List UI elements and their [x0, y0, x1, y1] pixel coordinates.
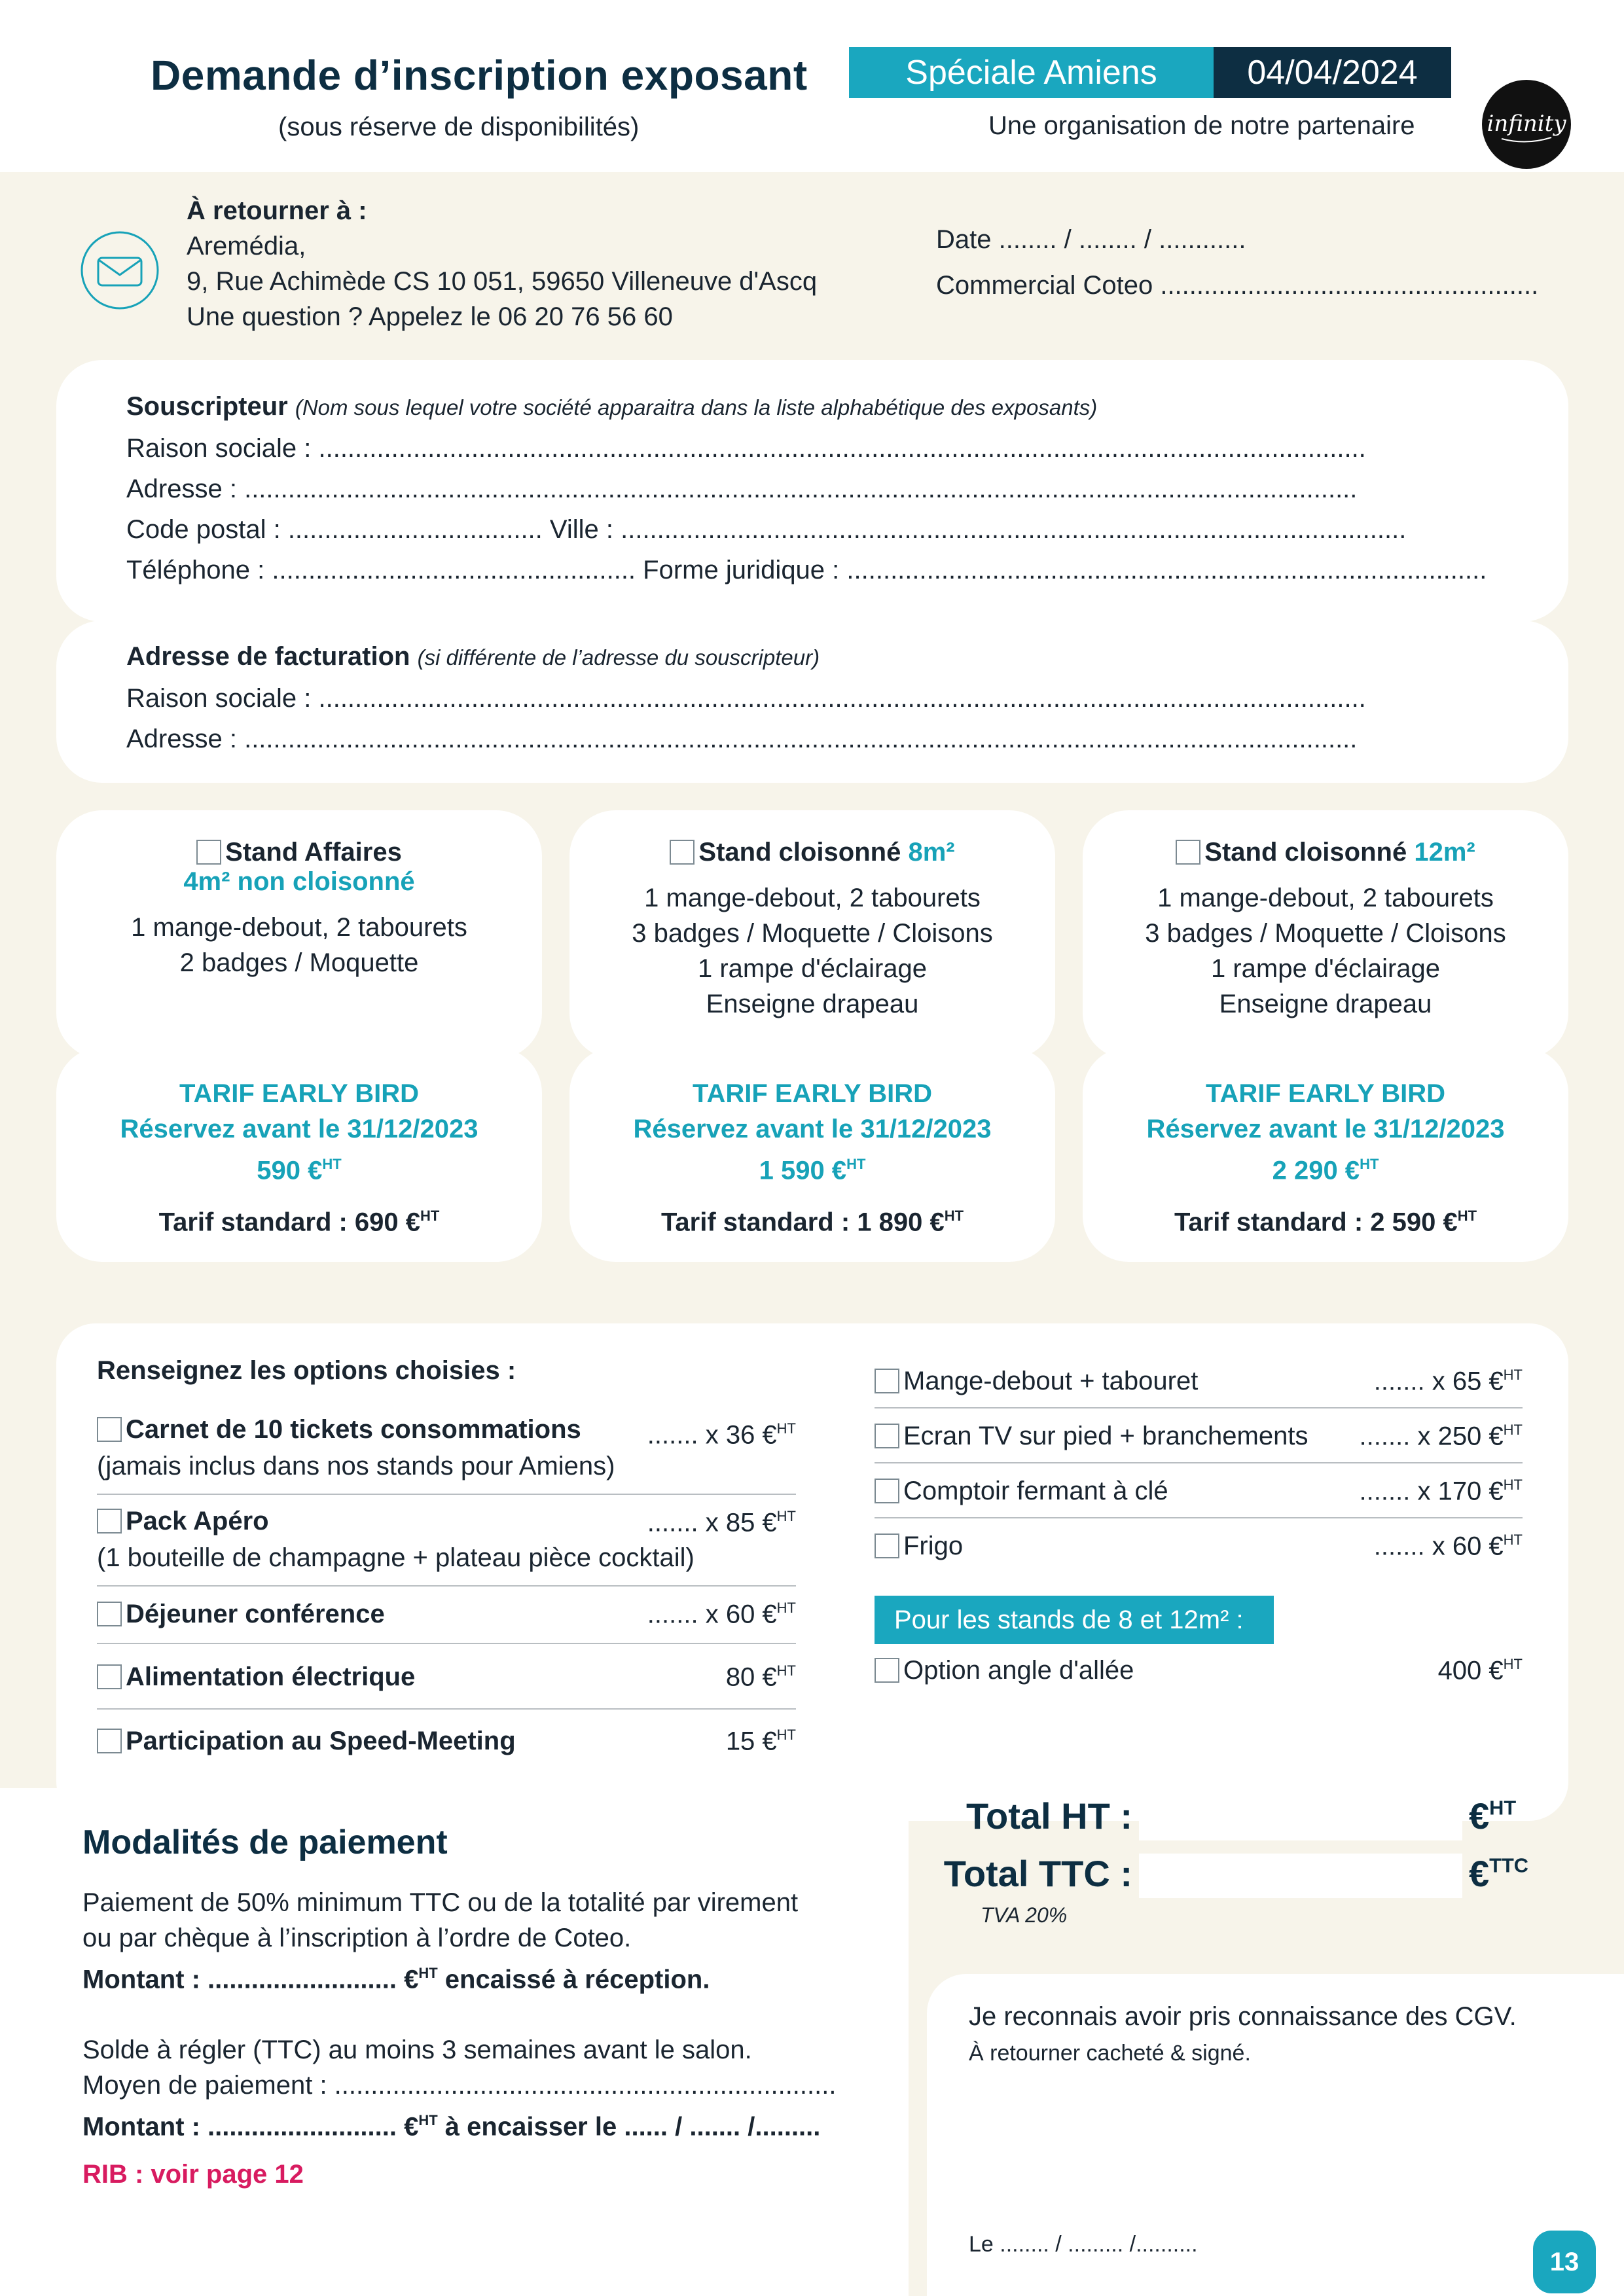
option-ecran-tv-checkbox[interactable] — [875, 1424, 899, 1448]
total-ttc-unit: €$^{TTC}$ — [1469, 1853, 1529, 1894]
option-frigo-price[interactable]: ....... x 60 €$^{HT}$ — [1373, 1532, 1523, 1561]
partner-logo — [1482, 80, 1571, 169]
date-field[interactable]: Date ........ / ........ / ............ — [936, 225, 1246, 254]
option-tickets-price[interactable]: ....... x 36 €$^{HT}$ — [647, 1420, 796, 1450]
option-tickets-checkbox[interactable] — [97, 1417, 122, 1442]
option-dejeuner: Déjeuner conférence — [97, 1600, 385, 1629]
total-ttc-label: Total TTC : — [943, 1853, 1132, 1894]
option-tickets-note: (jamais inclus dans nos stands pour Amiens) — [97, 1452, 615, 1480]
page-title: Demande d’inscription exposant — [151, 52, 808, 99]
divider — [97, 1643, 796, 1644]
tva-note: TVA 20% — [981, 1903, 1068, 1927]
page-number: 13 — [1533, 2231, 1596, 2293]
stand-description: 1 mange-debout, 2 tabourets 3 badges / Moquette / Cloisons 1 rampe d'éclairage Enseigne drapeau — [1145, 884, 1506, 1018]
stand-8m2-checkbox[interactable] — [670, 840, 695, 865]
early-bird-block: TARIF EARLY BIRD Réservez avant le 31/12/2023 590 €$^{HT}$ — [120, 1079, 478, 1185]
option-speed-meeting-checkbox[interactable] — [97, 1729, 122, 1753]
stand-description: 1 mange-debout, 2 tabourets 2 badges / Moquette — [131, 913, 467, 977]
option-angle: Option angle d'allée — [875, 1656, 1134, 1685]
event-name: Spéciale Amiens — [849, 47, 1214, 98]
stand-12m2-checkbox[interactable] — [1176, 840, 1200, 865]
option-angle-price: 400 €$^{HT}$ — [1437, 1656, 1523, 1685]
return-company: Aremédia, — [187, 232, 306, 260]
option-ecran-tv: Ecran TV sur pied + branchements — [875, 1422, 1308, 1451]
stand-8m2-price-card — [569, 1047, 1055, 1262]
stand-affaires-checkbox[interactable] — [196, 840, 221, 865]
subscriber-raison-sociale-field[interactable]: Raison sociale : ................................................................................................................................................ — [126, 434, 1366, 463]
payment-title: Modalités de paiement — [82, 1823, 448, 1861]
option-electricite: Alimentation électrique — [97, 1662, 415, 1692]
payment-body: Paiement de 50% minimum TTC ou de la totalité par virement ou par chèque à l’inscription à l’ordre de Coteo. Montant : .......................... €$^{HT}$ encaissé à réception. Solde à régler (TTC) au moins 3 semaines avant le salon. Moyen de paiement : ..................................................................... Montant : .......................... €$^{HT}$ à encaisser le ...... / ....... /......... — [82, 1885, 836, 2145]
option-tickets: Carnet de 10 tickets consommations — [97, 1415, 581, 1444]
option-pack-apero-price[interactable]: ....... x 85 €$^{HT}$ — [647, 1508, 796, 1537]
commercial-field[interactable]: Commercial Coteo .................................................... — [936, 271, 1539, 300]
option-mange-debout-price[interactable]: ....... x 65 €$^{HT}$ — [1373, 1367, 1523, 1396]
cgv-text: Je reconnais avoir pris connaissance des CGV. À retourner cacheté & signé. — [969, 2002, 1517, 2066]
option-frigo: Frigo — [875, 1532, 963, 1561]
total-ttc-input[interactable] — [1139, 1854, 1462, 1898]
total-ht-input[interactable] — [1139, 1796, 1462, 1840]
stand-12m2-card — [1083, 810, 1568, 1059]
stand-affaires-card — [56, 810, 542, 1059]
payment-amount-2[interactable]: Montant : .......................... €$^{HT}$ à encaisser le ...... / ....... /......... — [82, 2112, 821, 2142]
stands-options-heading: Pour les stands de 8 et 12m² : — [875, 1596, 1274, 1644]
option-pack-apero-note: (1 bouteille de champagne + plateau pièce cocktail) — [97, 1543, 695, 1572]
subscriber-address-field[interactable]: Adresse : ......................................................................................................................................................... — [126, 475, 1358, 503]
option-pack-apero-checkbox[interactable] — [97, 1509, 122, 1534]
stand-8m2-card — [569, 810, 1055, 1059]
event-banner — [849, 47, 1451, 98]
option-frigo-checkbox[interactable] — [875, 1534, 899, 1558]
partner-logo-text: infinity — [1487, 111, 1566, 137]
subscriber-card — [56, 360, 1568, 622]
subscriber-phone-legal-field[interactable]: Téléphone : .................................................. Forme juridique : ........................................................................................ — [126, 556, 1487, 584]
standard-price: Tarif standard : 690 €$^{HT}$ — [158, 1208, 440, 1237]
divider — [97, 1494, 796, 1495]
option-comptoir-price[interactable]: ....... x 170 €$^{HT}$ — [1359, 1477, 1523, 1506]
divider — [875, 1517, 1523, 1518]
rib-reference: RIB : voir page 12 — [82, 2160, 304, 2189]
return-street: 9, Rue Achimède CS 10 051, 59650 Villeneuve d'Ascq — [187, 267, 818, 296]
total-ht-unit: €$^{HT}$ — [1469, 1795, 1517, 1837]
subscriber-postal-city-field[interactable]: Code postal : ................................... Ville : ............................................................................................................ — [126, 515, 1407, 544]
option-electricite-price: 80 €$^{HT}$ — [725, 1662, 796, 1692]
page-subtitle: (sous réserve de disponibilités) — [278, 113, 640, 141]
total-ht-label: Total HT : — [965, 1795, 1132, 1837]
partner-text: Une organisation de notre partenaire — [988, 111, 1415, 140]
option-angle-checkbox[interactable] — [875, 1658, 899, 1683]
divider — [97, 1708, 796, 1710]
divider — [875, 1462, 1523, 1463]
option-electricite-checkbox[interactable] — [97, 1664, 122, 1689]
option-comptoir-checkbox[interactable] — [875, 1479, 899, 1503]
standard-price: Tarif standard : 2 590 €$^{HT}$ — [1174, 1208, 1477, 1237]
signature-date-field[interactable]: Le ........ / ......... /.......... — [969, 2232, 1198, 2257]
standard-price: Tarif standard : 1 890 €$^{HT}$ — [660, 1208, 964, 1237]
option-ecran-tv-price[interactable]: ....... x 250 €$^{HT}$ — [1359, 1422, 1523, 1451]
billing-heading: Adresse de facturation (si différente de l’adresse du souscripteur) — [126, 642, 820, 671]
option-comptoir: Comptoir fermant à clé — [875, 1477, 1168, 1506]
return-label: À retourner à : — [187, 196, 367, 225]
option-dejeuner-price[interactable]: ....... x 60 €$^{HT}$ — [647, 1600, 796, 1629]
stand-affaires-price-card — [56, 1047, 542, 1262]
stand-title: Stand cloisonné — [1204, 838, 1407, 867]
stand-size: 8m² — [908, 838, 955, 867]
early-bird-block: TARIF EARLY BIRD Réservez avant le 31/12/2023 2 290 €$^{HT}$ — [1146, 1079, 1505, 1185]
early-bird-block: TARIF EARLY BIRD Réservez avant le 31/12/2023 1 590 €$^{HT}$ — [633, 1079, 992, 1185]
option-dejeuner-checkbox[interactable] — [97, 1602, 122, 1626]
return-question: Une question ? Appelez le 06 20 76 56 60 — [187, 302, 673, 331]
options-heading: Renseignez les options choisies : — [97, 1356, 516, 1385]
option-speed-meeting: Participation au Speed-Meeting — [97, 1727, 516, 1756]
billing-raison-sociale-field[interactable]: Raison sociale : ................................................................................................................................................ — [126, 684, 1366, 713]
divider — [875, 1407, 1523, 1408]
option-mange-debout-checkbox[interactable] — [875, 1369, 899, 1393]
stand-size: 4m² non cloisonné — [183, 867, 415, 896]
option-mange-debout: Mange-debout + tabouret — [875, 1367, 1198, 1396]
payment-amount-1[interactable]: Montant : .......................... €$^{HT}$ encaissé à réception. — [82, 1965, 710, 1994]
stand-size: 12m² — [1414, 838, 1475, 867]
stand-title: Stand Affaires — [225, 838, 402, 867]
return-address — [187, 193, 817, 334]
stand-description: 1 mange-debout, 2 tabourets 3 badges / Moquette / Cloisons 1 rampe d'éclairage Enseigne drapeau — [632, 884, 993, 1018]
option-speed-meeting-price: 15 €$^{HT}$ — [725, 1727, 796, 1756]
payment-method-field[interactable]: Moyen de paiement : ..................................................................... — [82, 2071, 837, 2100]
mail-icon — [80, 230, 160, 310]
option-pack-apero: Pack Apéro — [97, 1507, 269, 1536]
stand-title: Stand cloisonné — [698, 838, 901, 867]
billing-card — [56, 620, 1568, 783]
divider — [97, 1585, 796, 1587]
event-date: 04/04/2024 — [1214, 47, 1451, 98]
subscriber-heading: Souscripteur (Nom sous lequel votre société apparaitra dans la liste alphabétique des exposants) — [126, 392, 1098, 421]
stand-12m2-price-card — [1083, 1047, 1568, 1262]
billing-address-field[interactable]: Adresse : ......................................................................................................................................................... — [126, 725, 1358, 753]
